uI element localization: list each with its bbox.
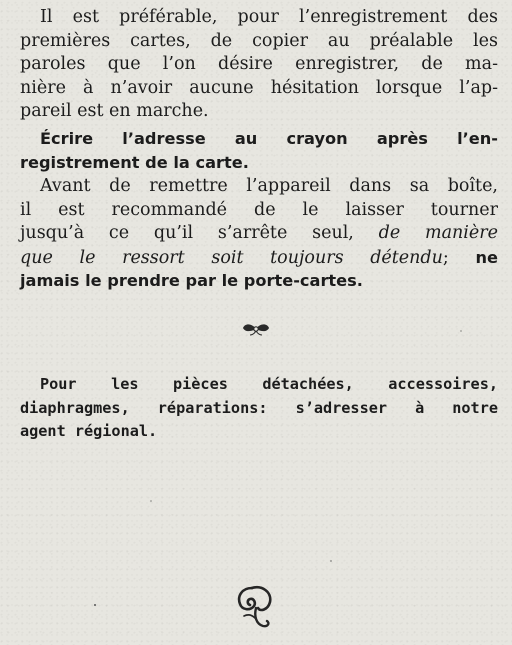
fleuron-icon (240, 320, 272, 338)
paragraph-recording-advice (20, 6, 498, 124)
text-line: diaphragmes, réparations: s’adresser à notre (20, 398, 498, 417)
print-speck (460, 330, 462, 332)
text-run: jusqu’à ce qu’il s’arrête seul, (20, 223, 354, 244)
print-speck (330, 560, 332, 562)
text-line: pareil est en marche. (20, 101, 209, 122)
text-line: Avant de remettre l’appareil dans sa boîte, (40, 176, 498, 196)
text-line: Écrire l’adresse au crayon après l’en- (40, 129, 498, 148)
paragraph-address-instruction (20, 127, 498, 174)
italic-run: que le ressort soit toujours détendu (20, 247, 443, 268)
text-line (20, 246, 498, 270)
text-line: Il est préférable, pour l’enregistrement des (40, 7, 498, 27)
print-speck (150, 500, 152, 502)
text-line: jamais le prendre par le porte-cartes. (20, 271, 363, 291)
text-line: premières cartes, de copier au préalable les (20, 30, 498, 51)
bold-run: ne (475, 247, 498, 267)
colophon-icon (232, 580, 280, 636)
text-line (20, 222, 498, 246)
text-line: paroles que l’on désire enregistrer, de ma- (20, 54, 498, 75)
text-run: ; (442, 247, 449, 268)
print-speck (94, 604, 96, 606)
text-line: agent régional. (20, 422, 158, 440)
italic-run: de manière (378, 223, 498, 244)
text-line: Pour les pièces détachées, accessoires, (40, 375, 498, 393)
paragraph-spare-parts (20, 373, 498, 444)
paragraph-storage-advice (20, 175, 498, 293)
text-line: registrement de la carte. (20, 152, 249, 172)
text-line: nière à n’avoir aucune hésitation lorsque l’ap- (20, 77, 498, 98)
text-line: il est recommandé de le laisser tourner (20, 199, 498, 220)
